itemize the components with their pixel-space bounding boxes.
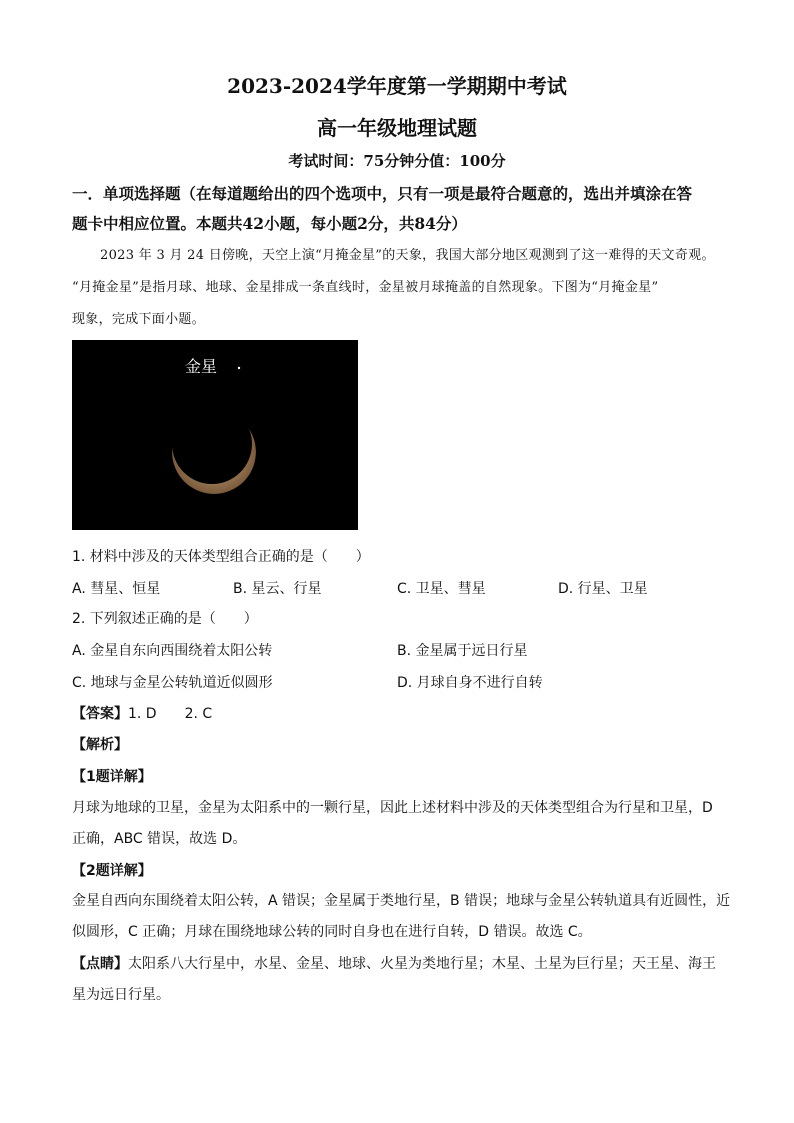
moon-venus-figure (72, 340, 358, 530)
section-heading-line1: 一．单项选择题（在每道题给出的四个选项中，只有一项是最符合题意的，选出并填涂在答 (72, 184, 693, 203)
question-1-stem: 1. 材料中涉及的天体类型组合正确的是（ ） (72, 549, 370, 565)
detail-2-tag: 【2题详解】 (72, 863, 152, 879)
detail-1-line1: 月球为地球的卫星，金星为太阳系中的一颗行星，因此上述材料中涉及的天体类型组合为行星和卫星，D (72, 800, 713, 816)
passage-line3: 现象，完成下面小题。 (72, 312, 206, 327)
exam-subtitle: 高一年级地理试题 (317, 116, 477, 140)
question-2-stem: 2. 下列叙述正确的是（ ） (72, 611, 258, 627)
venus-dot (238, 367, 240, 369)
answer-row (72, 703, 212, 723)
venus-label: 金星 (185, 357, 218, 376)
tips-line1: 太阳系八大行星中，水星、金星、地球、火星为类地行星；木星、土星为巨行星；天王星、海王 (128, 956, 716, 972)
q2-option-b[interactable]: B. 金星属于远日行星 (397, 643, 528, 659)
crescent-moon (172, 410, 256, 494)
q2-option-c[interactable]: C. 地球与金星公转轨道近似圆形 (72, 675, 273, 691)
exam-meta: 考试时间：75分钟分值：100分 (288, 152, 506, 170)
q2-option-a[interactable]: A. 金星自东向西围绕着太阳公转 (72, 643, 273, 659)
answer-tag: 【答案】 (72, 706, 128, 722)
q1-option-d[interactable]: D. 行星、卫星 (558, 581, 648, 597)
analysis-tag: 【解析】 (72, 737, 128, 753)
exam-title: 2023-2024学年度第一学期期中考试 (227, 74, 567, 98)
tips-tag: 【点睛】 (72, 956, 128, 972)
answer-text: 1. D 2. C (128, 706, 213, 722)
q1-option-c[interactable]: C. 卫星、彗星 (397, 581, 486, 597)
detail-1-line2: 正确，ABC 错误，故选 D。 (72, 831, 247, 847)
detail-2-line1: 金星自西向东围绕着太阳公转，A 错误；金星属于类地行星，B 错误；地球与金星公转轨道具有近圆性，近 (72, 893, 731, 909)
passage-line2: “月掩金星”是指月球、地球、金星排成一条直线时，金星被月球掩盖的自然现象。下图为“月掩金星” (72, 280, 659, 295)
tips-line2: 星为远日行星。 (72, 987, 170, 1003)
q1-option-b[interactable]: B. 星云、行星 (233, 581, 322, 597)
detail-2-line2: 似圆形，C 正确；月球在围绕地球公转的同时自身也在进行自转，D 错误。故选 C。 (72, 924, 592, 940)
tips-line1-row (72, 953, 716, 973)
q2-option-d[interactable]: D. 月球自身不进行自转 (397, 675, 543, 691)
q1-option-a[interactable]: A. 彗星、恒星 (72, 581, 161, 597)
passage-line1: 2023 年 3 月 24 日傍晚，天空上演“月掩金星”的天象，我国大部分地区观测到了这一难得的天文奇观。 (100, 248, 715, 263)
detail-1-tag: 【1题详解】 (72, 769, 152, 785)
section-heading-line2: 题卡中相应位置。本题共42小题，每小题2分，共84分） (72, 214, 467, 233)
